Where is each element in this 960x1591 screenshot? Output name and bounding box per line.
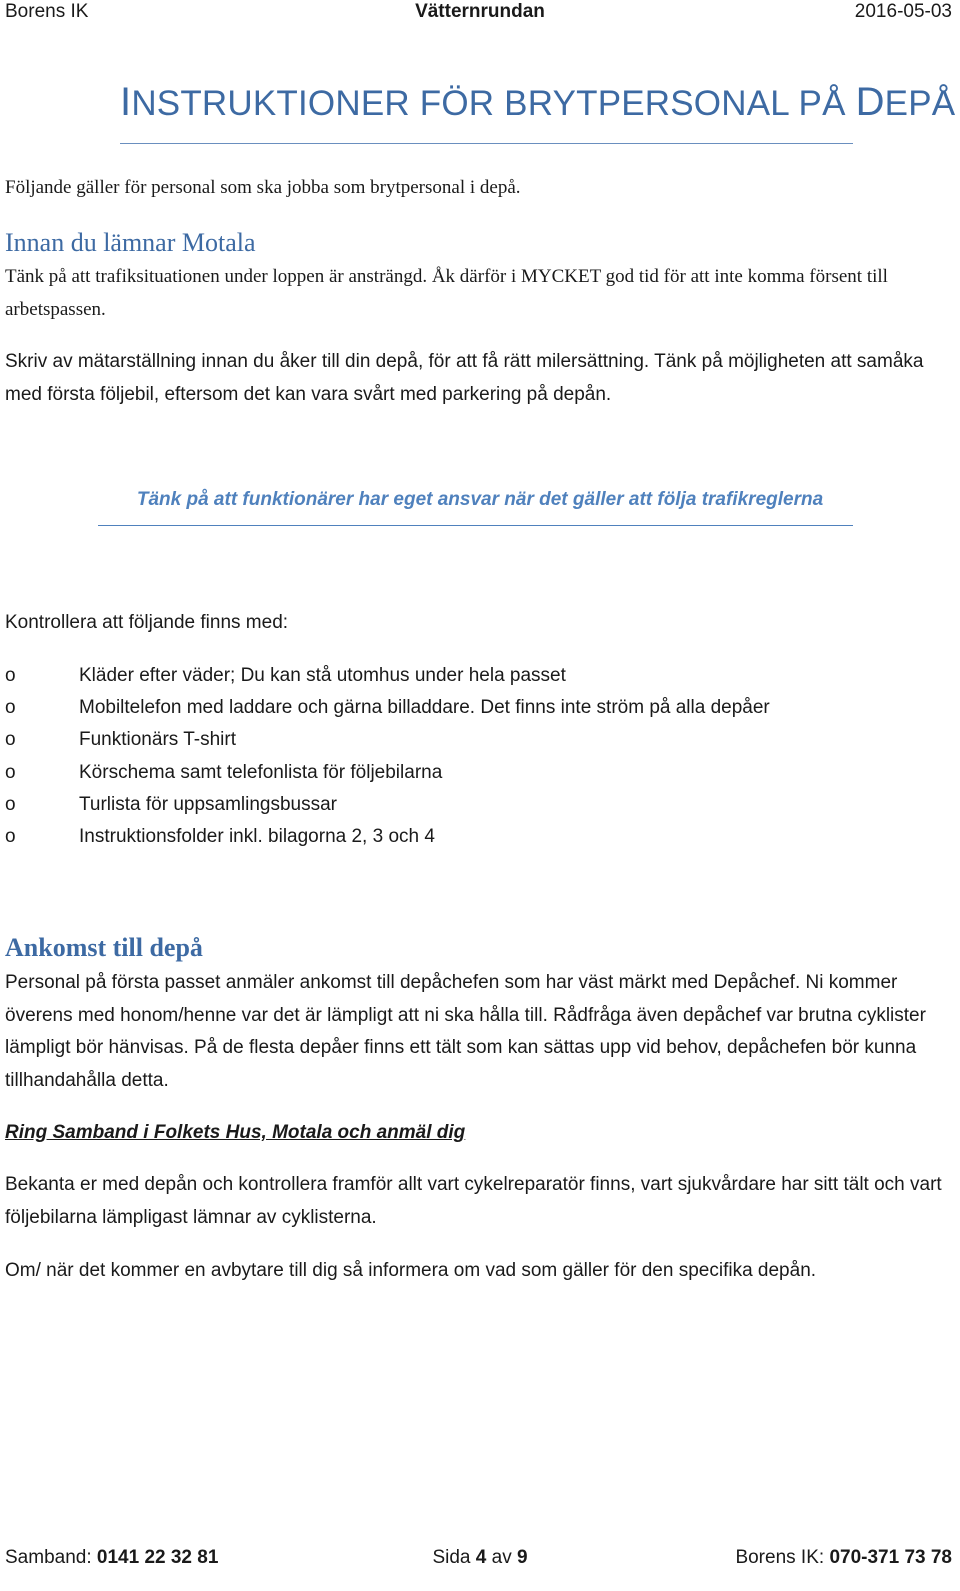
list-item-text: Instruktionsfolder inkl. bilagorna 2, 3 och 4 [79, 826, 435, 848]
footer-page-current: 4 [475, 1547, 487, 1568]
list-item [5, 821, 945, 853]
section-heading-arrival: Ankomst till depå [5, 933, 203, 962]
footer-page-total: 9 [516, 1547, 528, 1568]
title-text-2: EPÅ [884, 84, 956, 123]
section-heading-before-leaving: Innan du lämnar Motala [5, 228, 256, 257]
quote-rule [98, 525, 853, 526]
list-item-text: Mobiltelefon med laddare och gärna billaddare. Det finns inte ström på alla depåer [79, 697, 770, 719]
section2-paragraph-3: Om/ när det kommer en avbytare till dig så informera om vad som gäller för den specifika depån. [5, 1260, 817, 1281]
list-item [5, 660, 945, 692]
list-item-text: Körschema samt telefonlista för följebilarna [79, 761, 443, 783]
list-item-text: Kläder efter väder; Du kan stå utomhus under hela passet [79, 665, 566, 686]
title-text-1: NSTRUKTIONER FÖR BRYTPERSONAL PÅ [131, 84, 856, 123]
footer-page-label: Sida [432, 1547, 476, 1568]
footer-samband-number: 0141 22 32 81 [96, 1547, 219, 1568]
footer-contact-club [735, 1545, 952, 1571]
page-title [120, 80, 955, 126]
footer-page-sep: av [486, 1547, 517, 1568]
title-rule [120, 143, 853, 144]
bullet: o [5, 729, 16, 751]
section1-paragraph-2: Skriv av mätarställning innan du åker till din depå, för att få rätt milersättning. Tänk på möjligheten att samåka med första följebil, eftersom det kan vara svårt med parkering på depån. [5, 351, 924, 405]
bullet: o [5, 697, 16, 719]
bullet: o [5, 665, 16, 686]
header-club: Borens IK [5, 1, 89, 22]
list-item-text: Funktionärs T-shirt [79, 729, 236, 751]
section2-paragraph-1: Personal på första passet anmäler ankomst till depåchefen som har väst märkt med Depåchef. Ni kommer överens med honom/henne var det är lämpligt att ni ska hålla till. Rådfråga även depåchef var brutna cyklister lämpligt bör hänvisas. På de flesta depåer finns ett tält som kan sättas upp vid behov, depåchefen bör kunna tillhandahålla detta. [5, 972, 926, 1091]
footer-samband-label: Samband: [5, 1547, 97, 1568]
list-item [5, 724, 945, 756]
header-date: 2016-05-03 [854, 1, 952, 22]
intro-text: Följande gäller för personal som ska jobba som brytpersonal i depå. [5, 177, 521, 198]
list-item [5, 757, 945, 789]
footer-club-label: Borens IK: [735, 1547, 830, 1568]
header-event: Vätternrundan [415, 1, 545, 22]
checklist-intro: Kontrollera att följande finns med: [5, 612, 289, 633]
title-cap-1: I [120, 80, 132, 124]
section2-paragraph-2: Bekanta er med depån och kontrollera framför allt vart cykelreparatör finns, vart sjukvårdare har sitt tält och vart följebilarna lämpligast lämnar av cyklisterna. [5, 1174, 942, 1228]
list-item [5, 789, 945, 821]
footer-club-number: 070-371 73 78 [829, 1547, 952, 1568]
checklist [5, 660, 945, 853]
list-item [5, 692, 945, 724]
section2-emphasis: Ring Samband i Folkets Hus, Motala och anmäl dig [5, 1122, 466, 1143]
title-cap-2: D [855, 80, 885, 124]
bullet: o [5, 793, 16, 815]
section1-paragraph-1: Tänk på att trafiksituationen under loppen är ansträngd. Åk därför i MYCKET god tid för att inte komma försent till arbetspassen. [5, 266, 888, 320]
bullet: o [5, 761, 16, 783]
list-item-text: Turlista för uppsamlingsbussar [79, 793, 338, 815]
intense-quote: Tänk på att funktionärer har eget ansvar när det gäller att följa trafikreglerna [136, 489, 824, 510]
bullet: o [5, 826, 16, 848]
